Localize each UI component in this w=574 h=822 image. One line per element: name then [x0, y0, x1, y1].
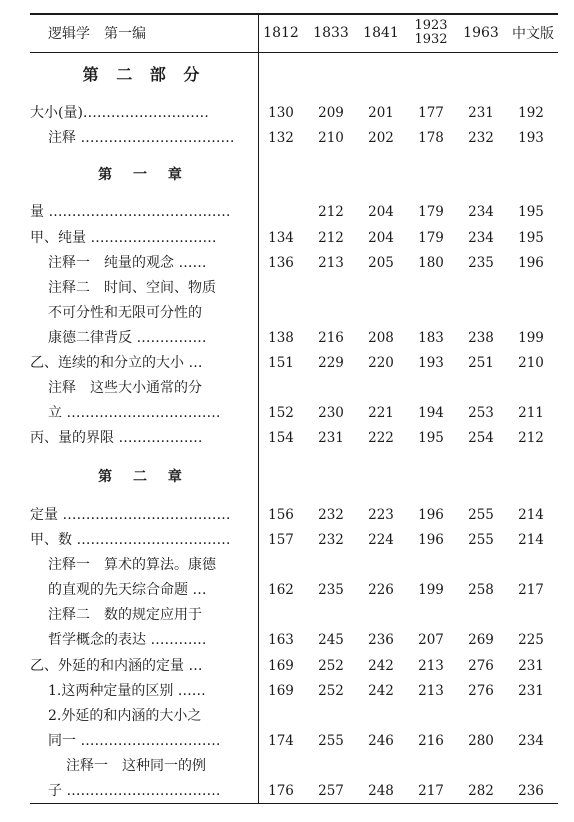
page-1841: 202	[368, 130, 394, 146]
page-chinese: 234	[518, 733, 544, 749]
page-1833: 255	[318, 733, 344, 749]
table-row	[0, 401, 574, 425]
table-row	[0, 578, 574, 602]
col-header-1841: 1841	[363, 25, 399, 41]
page-1841: 224	[368, 532, 394, 548]
page-1923-1932: 213	[418, 658, 444, 674]
page-1812: 130	[268, 105, 294, 121]
page-1923-1932: 179	[418, 230, 444, 246]
table-row	[0, 553, 574, 577]
table-row	[0, 603, 574, 627]
page-1963: 276	[468, 683, 494, 699]
table-row	[0, 126, 574, 150]
page-1841: 223	[368, 507, 394, 523]
page-1841: 226	[368, 582, 394, 598]
table-row	[0, 200, 574, 224]
entry-label: 注释一 这种同一的例	[66, 758, 206, 774]
entry-label: 2.外延的和内涵的大小之	[48, 708, 202, 724]
page-1923-1932: 179	[418, 204, 444, 220]
page-1923-1932: 183	[418, 330, 444, 346]
page-1833: 210	[318, 130, 344, 146]
page-1841: 221	[368, 405, 394, 421]
col-header-1812: 1812	[263, 25, 299, 41]
page-chinese: 199	[518, 330, 544, 346]
table-row	[0, 654, 574, 678]
page-1841: 205	[368, 255, 394, 271]
entry-label: 不可分性和无限可分性的	[48, 305, 202, 321]
page-1812: 169	[268, 683, 294, 699]
page-1812: 157	[268, 532, 294, 548]
entry-label: 的直观的先天综合命题 …	[48, 582, 207, 598]
page-1841: 236	[368, 632, 394, 648]
page-1963: 282	[468, 783, 494, 799]
page-1963: 234	[468, 204, 494, 220]
page-1963: 234	[468, 230, 494, 246]
page-1963: 251	[468, 355, 494, 371]
page-1812	[258, 200, 304, 224]
page-1963: 280	[468, 733, 494, 749]
page-chinese: 217	[518, 582, 544, 598]
page-1841: 201	[368, 105, 394, 121]
table-row	[0, 426, 574, 450]
page-1841: 220	[368, 355, 394, 371]
page-1963: 253	[468, 405, 494, 421]
page-1963: 232	[468, 130, 494, 146]
bottom-rule	[30, 803, 558, 804]
table-row	[0, 729, 574, 753]
entry-label: 甲、纯量 ………………………	[30, 230, 217, 246]
table-row	[0, 326, 574, 350]
page-1833: 232	[318, 532, 344, 548]
page-1963: 235	[468, 255, 494, 271]
page-1841: 208	[368, 330, 394, 346]
page-1923-1932: 180	[418, 255, 444, 271]
entry-label: 子 ……………………………	[48, 783, 221, 799]
page-1923-1932: 207	[418, 632, 444, 648]
page-chinese: 231	[518, 683, 544, 699]
entry-label: 大小(量)………………………	[30, 105, 209, 121]
page-1923-1932: 178	[418, 130, 444, 146]
page-1812: 132	[268, 130, 294, 146]
page-chinese: 195	[518, 230, 544, 246]
table-row	[0, 704, 574, 728]
page-chinese: 196	[518, 255, 544, 271]
page-1923-1932: 195	[418, 430, 444, 446]
entry-label: 乙、外延的和内涵的定量 …	[30, 658, 203, 674]
table-row	[0, 779, 574, 803]
entry-label: 立 ……………………………	[48, 405, 221, 421]
entry-label: 注释 这些大小通常的分	[48, 380, 202, 396]
page-1923-1932: 177	[418, 105, 444, 121]
page-1833: 213	[318, 255, 344, 271]
entry-label: 乙、连续的和分立的大小 …	[30, 355, 203, 371]
page-1833: 252	[318, 658, 344, 674]
section-heading: 第 二 章	[98, 469, 190, 485]
page-1812: 151	[268, 355, 294, 371]
page-1833: 235	[318, 582, 344, 598]
table-row	[0, 226, 574, 250]
page-1963: 258	[468, 582, 494, 598]
page-1923-1932: 196	[418, 532, 444, 548]
page-1923-1932: 199	[418, 582, 444, 598]
col-header-1932: 1932	[414, 32, 448, 47]
page-1841: 204	[368, 204, 394, 220]
page-1833: 232	[318, 507, 344, 523]
page-1923-1932: 217	[418, 783, 444, 799]
table-row	[0, 679, 574, 703]
entry-label: 甲、数 ……………………………	[30, 532, 231, 548]
entry-label: 量 …………………………………	[30, 204, 231, 220]
page-1923-1932: 193	[418, 355, 444, 371]
page-1841: 242	[368, 683, 394, 699]
page-1923-1932: 216	[418, 733, 444, 749]
top-rule	[30, 13, 558, 15]
page-1812: 162	[268, 582, 294, 598]
entry-label: 注释一 算术的算法。康德	[48, 557, 216, 573]
page-1963: 231	[468, 105, 494, 121]
entry-label: 注释 ……………………………	[48, 130, 235, 146]
col-header-1923: 1923	[414, 18, 448, 33]
entry-label: 注释二 数的规定应用于	[48, 607, 202, 623]
section-heading: 第 二 部 分	[82, 65, 206, 84]
page-1833: 230	[318, 405, 344, 421]
page-chinese: 212	[518, 430, 544, 446]
entry-label: 注释二 时间、空间、物质	[48, 280, 216, 296]
page-1812: 174	[268, 733, 294, 749]
table-row	[0, 528, 574, 552]
table-row	[0, 251, 574, 275]
page-1963: 269	[468, 632, 494, 648]
page-1923-1932: 194	[418, 405, 444, 421]
page-1812: 156	[268, 507, 294, 523]
page-chinese: 192	[518, 105, 544, 121]
header-rule	[30, 52, 558, 53]
page-1833: 212	[318, 230, 344, 246]
entry-label: 1.这两种定量的区别 ……	[48, 683, 206, 699]
page-chinese: 231	[518, 658, 544, 674]
page-1841: 246	[368, 733, 394, 749]
page-1812: 136	[268, 255, 294, 271]
page-chinese: 193	[518, 130, 544, 146]
page-1833: 231	[318, 430, 344, 446]
table-row	[0, 754, 574, 778]
entry-label: 注释一 纯量的观念 ……	[48, 255, 207, 271]
page-1812: 163	[268, 632, 294, 648]
page-1841: 222	[368, 430, 394, 446]
page-chinese: 236	[518, 783, 544, 799]
page-1963: 238	[468, 330, 494, 346]
page-1841: 242	[368, 658, 394, 674]
entry-label: 定量 ………………………………	[30, 507, 231, 523]
page-chinese: 211	[518, 405, 544, 421]
table-row	[0, 351, 574, 375]
page-1923-1932: 213	[418, 683, 444, 699]
page-1841: 204	[368, 230, 394, 246]
page-1812: 152	[268, 405, 294, 421]
table-row	[0, 63, 574, 87]
page-chinese: 214	[518, 532, 544, 548]
page-chinese: 195	[518, 204, 544, 220]
page-1963: 255	[468, 507, 494, 523]
table-row	[0, 628, 574, 652]
page-chinese: 210	[518, 355, 544, 371]
page-1963: 254	[468, 430, 494, 446]
col-header-1833: 1833	[313, 25, 349, 41]
table-row	[0, 503, 574, 527]
page-1841: 248	[368, 783, 394, 799]
page-chinese: 225	[518, 632, 544, 648]
section-heading: 第 一 章	[98, 167, 190, 183]
page-1833: 252	[318, 683, 344, 699]
table-row	[0, 276, 574, 300]
page-1923-1932: 196	[418, 507, 444, 523]
table-row	[0, 101, 574, 125]
col-header-1963: 1963	[463, 25, 499, 41]
entry-label: 康德二律背反 ……………	[48, 330, 207, 346]
table-row	[0, 301, 574, 325]
page-1812: 176	[268, 783, 294, 799]
col-header-1923-1932	[408, 16, 454, 50]
page-chinese: 214	[518, 507, 544, 523]
page-1963: 276	[468, 658, 494, 674]
page-1812: 134	[268, 230, 294, 246]
entry-label: 丙、量的界限 ………………	[30, 430, 203, 446]
page-1812: 169	[268, 658, 294, 674]
table-row	[0, 465, 574, 489]
page-1833: 245	[318, 632, 344, 648]
page-1812: 138	[268, 330, 294, 346]
page-1812: 154	[268, 430, 294, 446]
page-1833: 209	[318, 105, 344, 121]
page-1833: 257	[318, 783, 344, 799]
table-row	[0, 163, 574, 187]
entry-label: 同一 …………………………	[48, 733, 221, 749]
page-1833: 216	[318, 330, 344, 346]
table-row	[0, 376, 574, 400]
table-title: 逻辑学 第一编	[48, 26, 146, 42]
col-header-chinese: 中文版	[512, 26, 554, 42]
page-1963: 255	[468, 532, 494, 548]
entry-label: 哲学概念的表达 …………	[48, 632, 207, 648]
page-1833: 229	[318, 355, 344, 371]
page-1833: 212	[318, 204, 344, 220]
